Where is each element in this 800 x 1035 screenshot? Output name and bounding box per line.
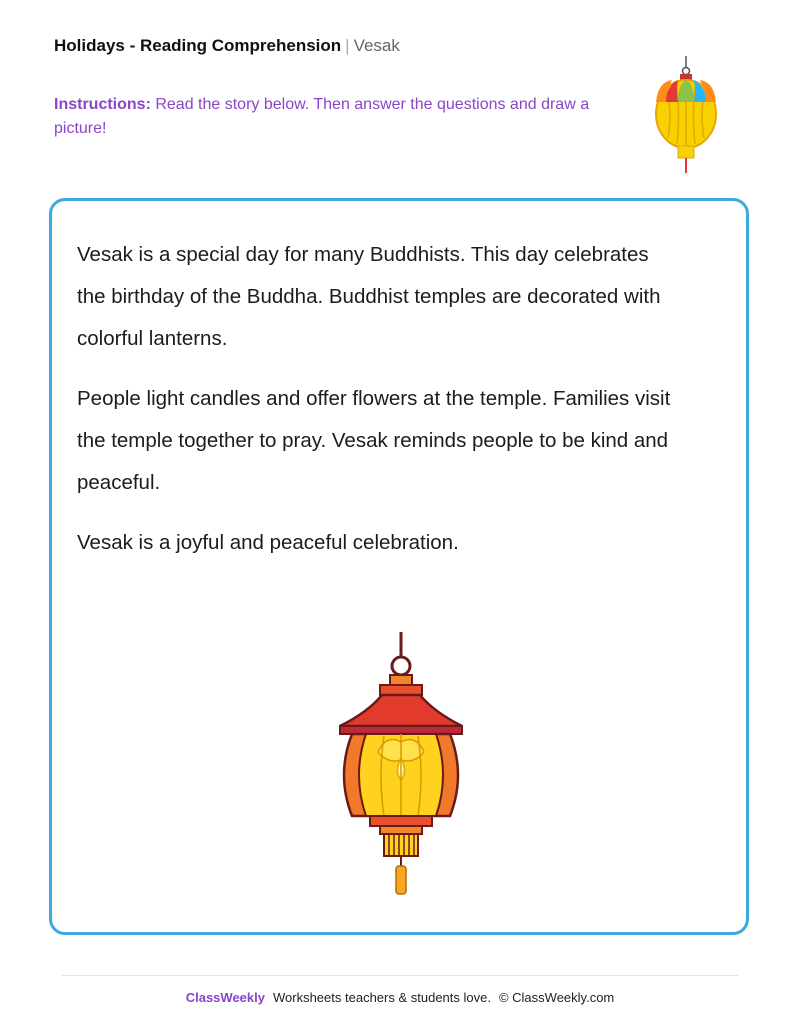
story-paragraph-2: People light candles and offer flowers at the temple. Families visit the temple together to pray. Vesak reminds people to be kind and peaceful. <box>77 387 671 494</box>
colorful-paper-lantern-icon <box>648 56 724 174</box>
worksheet-title: Holidays - Reading Comprehension <box>54 36 342 55</box>
story-text <box>77 234 677 582</box>
footer-copyright: © ClassWeekly.com <box>498 990 615 1005</box>
instructions <box>54 93 614 141</box>
red-yellow-hanging-lantern-icon <box>330 630 472 898</box>
story-paragraph-3: Vesak is a joyful and peaceful celebration. <box>77 531 459 554</box>
footer-tagline: Worksheets teachers & students love. <box>272 990 491 1005</box>
story-paragraph-1: Vesak is a special day for many Buddhists. This day celebrates the birthday of the Buddha. Buddhist temples are decorated with colorful lanterns. <box>77 243 661 350</box>
worksheet-header <box>54 36 400 56</box>
footer-divider <box>62 975 738 976</box>
footer <box>0 990 800 1005</box>
footer-brand: ClassWeekly <box>185 990 265 1005</box>
instructions-label: Instructions: <box>54 96 151 113</box>
title-separator: | <box>345 36 350 55</box>
worksheet-topic: Vesak <box>353 36 400 55</box>
instructions-text: Read the story below. Then answer the questions and draw a picture! <box>54 96 590 137</box>
